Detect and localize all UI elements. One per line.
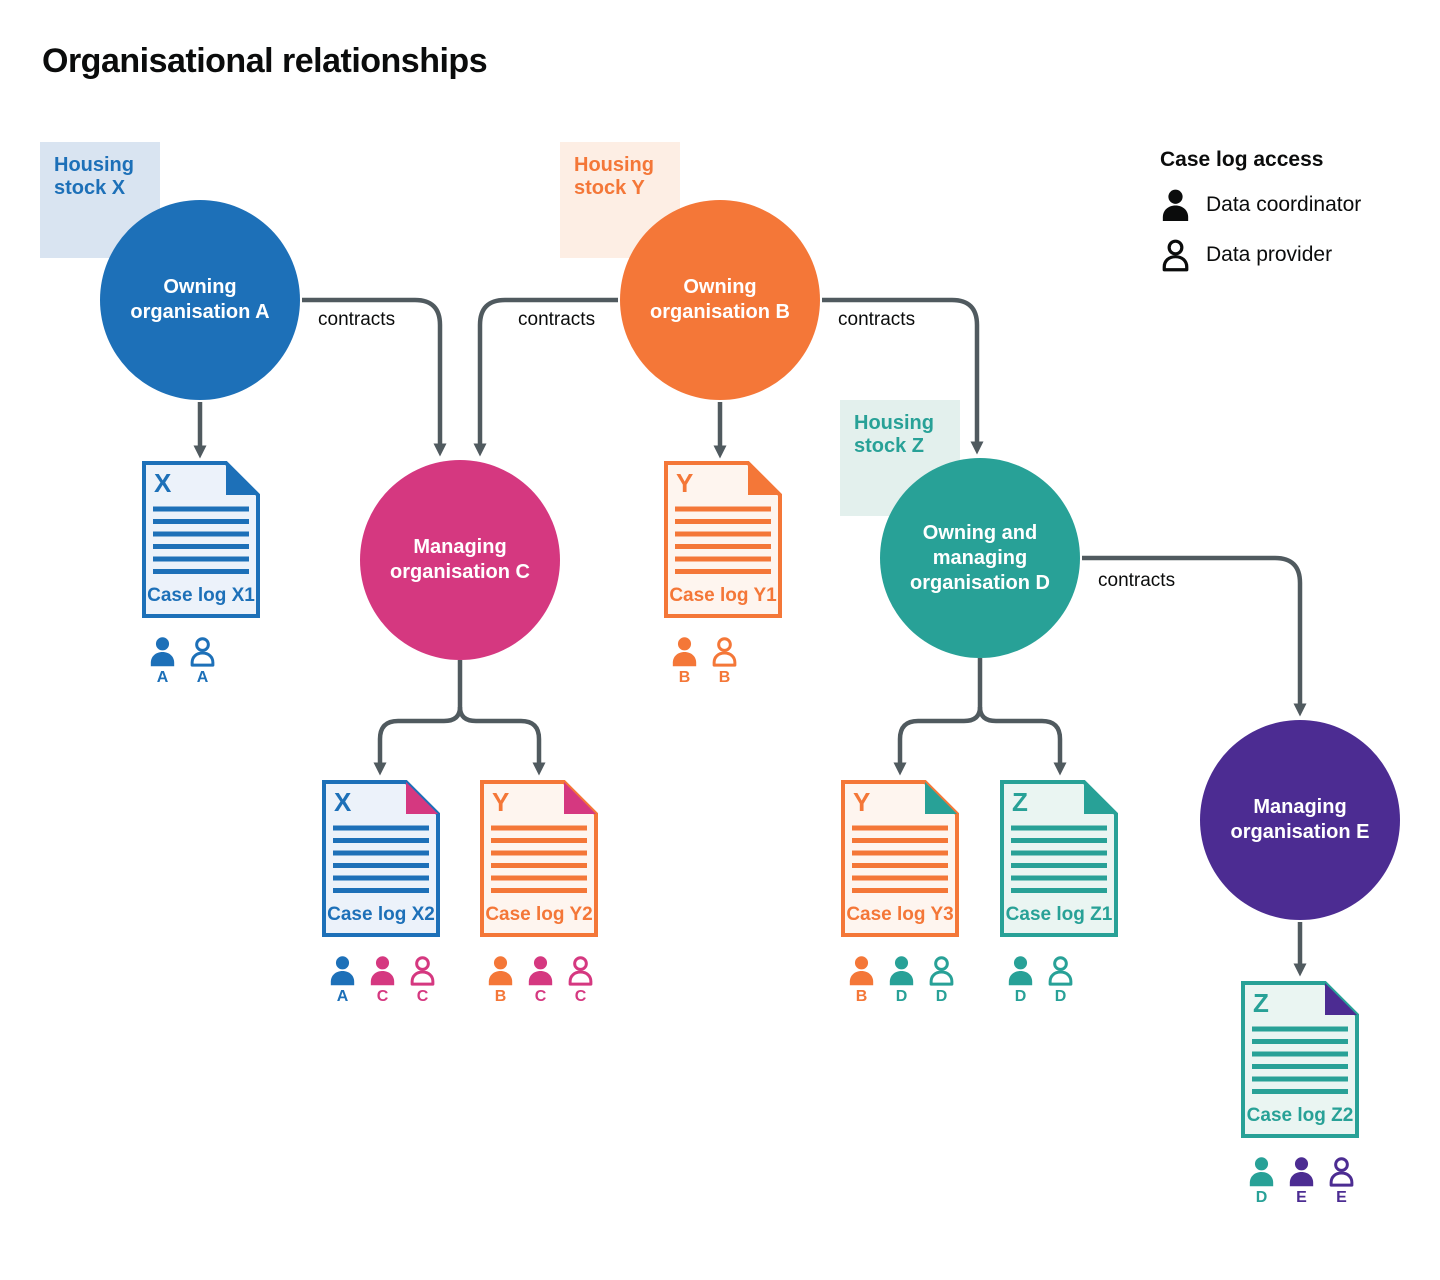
case-log-y3-access bbox=[846, 955, 957, 1005]
access-org-letter: A bbox=[156, 669, 169, 686]
org-circle-c bbox=[360, 460, 560, 660]
access-coordinator bbox=[525, 955, 556, 1005]
access-coordinator bbox=[367, 955, 398, 1005]
person-filled-icon bbox=[368, 955, 397, 986]
housing-stock-z-label: Housing stock Z bbox=[854, 412, 934, 457]
access-org-letter: D bbox=[935, 988, 948, 1005]
person-filled-icon bbox=[1247, 1156, 1276, 1187]
case-log-y1-letter: Y bbox=[676, 468, 694, 498]
housing-stock-y-label: Housing stock Y bbox=[574, 154, 654, 199]
access-org-letter: E bbox=[1336, 1189, 1347, 1206]
access-org-letter: C bbox=[376, 988, 389, 1005]
access-org-letter: B bbox=[494, 988, 507, 1005]
person-outline-icon bbox=[566, 955, 595, 986]
access-org-letter: B bbox=[855, 988, 868, 1005]
access-coordinator bbox=[327, 955, 358, 1005]
case-log-x1-title: Case log X1 bbox=[147, 585, 255, 606]
case-log-y2-doc bbox=[480, 780, 598, 937]
person-outline-icon bbox=[1327, 1156, 1356, 1187]
housing-stock-x-label: Housing stock X bbox=[54, 154, 134, 199]
person-filled-icon bbox=[847, 955, 876, 986]
access-org-letter: D bbox=[1054, 988, 1067, 1005]
access-provider bbox=[407, 955, 438, 1005]
access-org-letter: D bbox=[1255, 1189, 1268, 1206]
case-log-x2-letter: X bbox=[334, 787, 352, 817]
case-log-y1-doc bbox=[664, 461, 782, 618]
case-log-z1-access bbox=[1005, 955, 1076, 1005]
person-outline-icon bbox=[1046, 955, 1075, 986]
access-org-letter: C bbox=[416, 988, 429, 1005]
person-filled-icon bbox=[486, 955, 515, 986]
page-title: Organisational relationships bbox=[42, 42, 488, 80]
case-log-x2-title: Case log X2 bbox=[327, 904, 435, 925]
case-log-z1-title: Case log Z1 bbox=[1005, 904, 1113, 925]
person-outline-icon bbox=[927, 955, 956, 986]
access-provider bbox=[709, 636, 740, 686]
person-outline-icon bbox=[710, 636, 739, 667]
legend-provider-label: Data provider bbox=[1206, 243, 1333, 266]
access-provider bbox=[926, 955, 957, 1005]
org-circle-a bbox=[100, 200, 300, 400]
case-log-x2-doc bbox=[322, 780, 440, 937]
person-filled-icon bbox=[1006, 955, 1035, 986]
case-log-z2-letter: Z bbox=[1253, 988, 1269, 1018]
case-log-y2-letter: Y bbox=[492, 787, 510, 817]
person-filled-icon bbox=[670, 636, 699, 667]
case-log-z2-access bbox=[1246, 1156, 1357, 1206]
access-coordinator bbox=[886, 955, 917, 1005]
access-org-letter: C bbox=[574, 988, 587, 1005]
org-circle-e bbox=[1200, 720, 1400, 920]
org-circle-b-label: Owning organisation B bbox=[649, 276, 790, 323]
case-log-z2-doc bbox=[1241, 981, 1359, 1138]
access-org-letter: A bbox=[336, 988, 349, 1005]
person-outline-icon bbox=[1160, 238, 1191, 272]
org-circle-e-label: Managing organisation E bbox=[1230, 796, 1370, 843]
person-filled-icon bbox=[887, 955, 916, 986]
legend-title: Case log access bbox=[1160, 148, 1324, 171]
case-log-x1-access bbox=[147, 636, 218, 686]
access-org-letter: D bbox=[895, 988, 908, 1005]
access-coordinator bbox=[1246, 1156, 1277, 1206]
access-org-letter: E bbox=[1296, 1189, 1307, 1206]
case-log-x2-access bbox=[327, 955, 438, 1005]
person-filled-icon bbox=[148, 636, 177, 667]
case-log-y3-letter: Y bbox=[853, 787, 871, 817]
contracts-label-b-c: contracts bbox=[518, 309, 596, 330]
access-org-letter: C bbox=[534, 988, 547, 1005]
case-log-y2-access bbox=[485, 955, 596, 1005]
legend-coordinator-label: Data coordinator bbox=[1206, 193, 1362, 216]
org-circle-b bbox=[620, 200, 820, 400]
access-coordinator bbox=[1005, 955, 1036, 1005]
case-log-z1-letter: Z bbox=[1012, 787, 1028, 817]
person-filled-icon bbox=[1287, 1156, 1316, 1187]
access-provider bbox=[1045, 955, 1076, 1005]
case-log-y3-title: Case log Y3 bbox=[846, 904, 954, 925]
case-log-x1-letter: X bbox=[154, 468, 172, 498]
case-log-y1-title: Case log Y1 bbox=[669, 585, 777, 606]
person-filled-icon bbox=[328, 955, 357, 986]
legend bbox=[1160, 148, 1361, 272]
case-log-z2-title: Case log Z2 bbox=[1246, 1105, 1354, 1126]
access-coordinator bbox=[485, 955, 516, 1005]
case-log-y1-access bbox=[669, 636, 740, 686]
access-org-letter: D bbox=[1014, 988, 1027, 1005]
org-circle-c-label: Managing organisation C bbox=[389, 536, 530, 583]
contracts-label-a-c: contracts bbox=[318, 309, 396, 330]
org-circle-a-label: Owning organisation A bbox=[130, 276, 270, 323]
case-log-y3-doc bbox=[841, 780, 959, 937]
access-coordinator bbox=[669, 636, 700, 686]
access-provider bbox=[1326, 1156, 1357, 1206]
access-provider bbox=[565, 955, 596, 1005]
case-log-y2-title: Case log Y2 bbox=[485, 904, 593, 925]
org-circle-d bbox=[880, 458, 1080, 658]
person-filled-icon bbox=[1160, 188, 1191, 222]
person-outline-icon bbox=[408, 955, 437, 986]
legend-row-provider bbox=[1160, 238, 1361, 272]
case-log-x1-doc bbox=[142, 461, 260, 618]
access-coordinator bbox=[1286, 1156, 1317, 1206]
access-provider bbox=[187, 636, 218, 686]
org-circle-d-label: Owning and managing organisation D bbox=[909, 521, 1050, 594]
contracts-label-b-d: contracts bbox=[838, 309, 916, 330]
access-org-letter: A bbox=[196, 669, 209, 686]
person-outline-icon bbox=[188, 636, 217, 667]
case-log-z1-doc bbox=[1000, 780, 1118, 937]
contracts-label-d-e: contracts bbox=[1098, 570, 1176, 591]
legend-row-coordinator bbox=[1160, 188, 1361, 222]
access-org-letter: B bbox=[718, 669, 731, 686]
access-coordinator bbox=[846, 955, 877, 1005]
access-org-letter: B bbox=[678, 669, 691, 686]
person-filled-icon bbox=[526, 955, 555, 986]
access-coordinator bbox=[147, 636, 178, 686]
